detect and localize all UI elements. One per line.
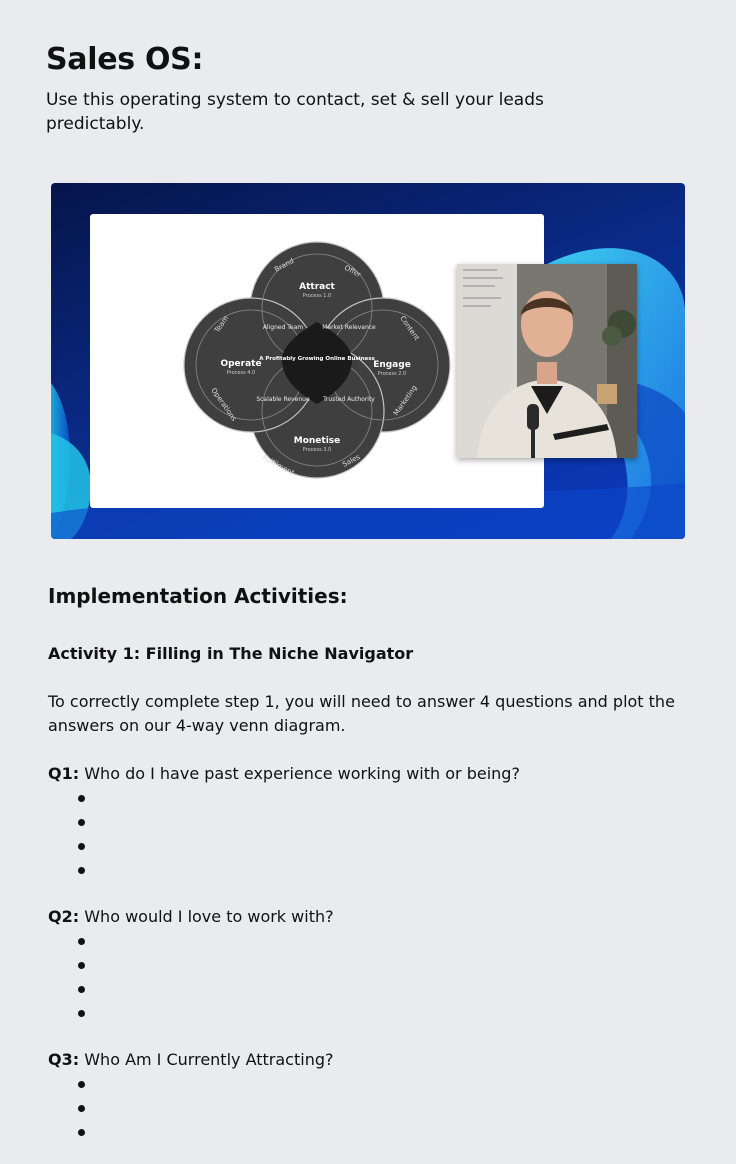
center-label: A Profitably Growing Online Business <box>259 356 375 362</box>
activity-intro: To correctly complete step 1, you will need to answer 4 questions and plot the answers on our 4-way venn diagram. <box>48 692 675 735</box>
label-brand: Brand <box>273 256 296 274</box>
label-offer: Offer <box>343 263 363 279</box>
question-q2 <box>48 906 334 928</box>
petal-process: Process 2.0 <box>377 371 407 377</box>
answer-list-q1 <box>48 787 78 883</box>
label-content: Content <box>398 314 421 342</box>
intersection-label: Scalable Revenue <box>256 396 310 403</box>
label-marketing: Marketing <box>392 383 419 418</box>
activity-title: Activity 1: Filling in The Niche Navigator <box>48 644 414 663</box>
answer-list-q2 <box>48 930 78 1026</box>
question-text: Who do I have past experience working with or being? <box>79 764 520 783</box>
petal-title: Engage <box>373 360 411 370</box>
petal-process: Process 1.0 <box>302 293 332 299</box>
label-fulfilment: Fulfilment <box>261 453 296 478</box>
intersection-label: Trusted Authority <box>323 396 375 403</box>
question-label: Q1: <box>48 764 80 783</box>
label-team: Team <box>213 314 231 335</box>
petal-process: Process 3.0 <box>302 447 332 453</box>
page-subtitle: Use this operating system to contact, set & sell your leads predictably. <box>46 90 544 134</box>
presenter-webcam <box>457 264 637 458</box>
label-sales: Sales <box>341 452 362 469</box>
question-label: Q3: <box>48 1050 80 1069</box>
petal-title: Operate <box>220 359 262 369</box>
question-q3 <box>48 1049 333 1071</box>
video-player[interactable] <box>51 183 685 539</box>
intersection-label: Aligned Team <box>262 324 304 331</box>
petal-title: Attract <box>299 282 335 292</box>
answer-list-q3 <box>48 1073 78 1145</box>
question-text: Who would I love to work with? <box>79 907 334 926</box>
question-q1 <box>48 763 520 785</box>
page-title: Sales OS: <box>46 42 204 77</box>
intersection-label: Market Relevance <box>322 324 376 331</box>
petal-title: Monetise <box>293 436 341 446</box>
presenter-image <box>457 264 637 458</box>
question-text: Who Am I Currently Attracting? <box>79 1050 334 1069</box>
question-label: Q2: <box>48 907 80 926</box>
petal-process: Process 4.0 <box>226 370 256 376</box>
label-operations: Operations <box>209 386 238 423</box>
section-heading: Implementation Activities: <box>48 584 348 608</box>
